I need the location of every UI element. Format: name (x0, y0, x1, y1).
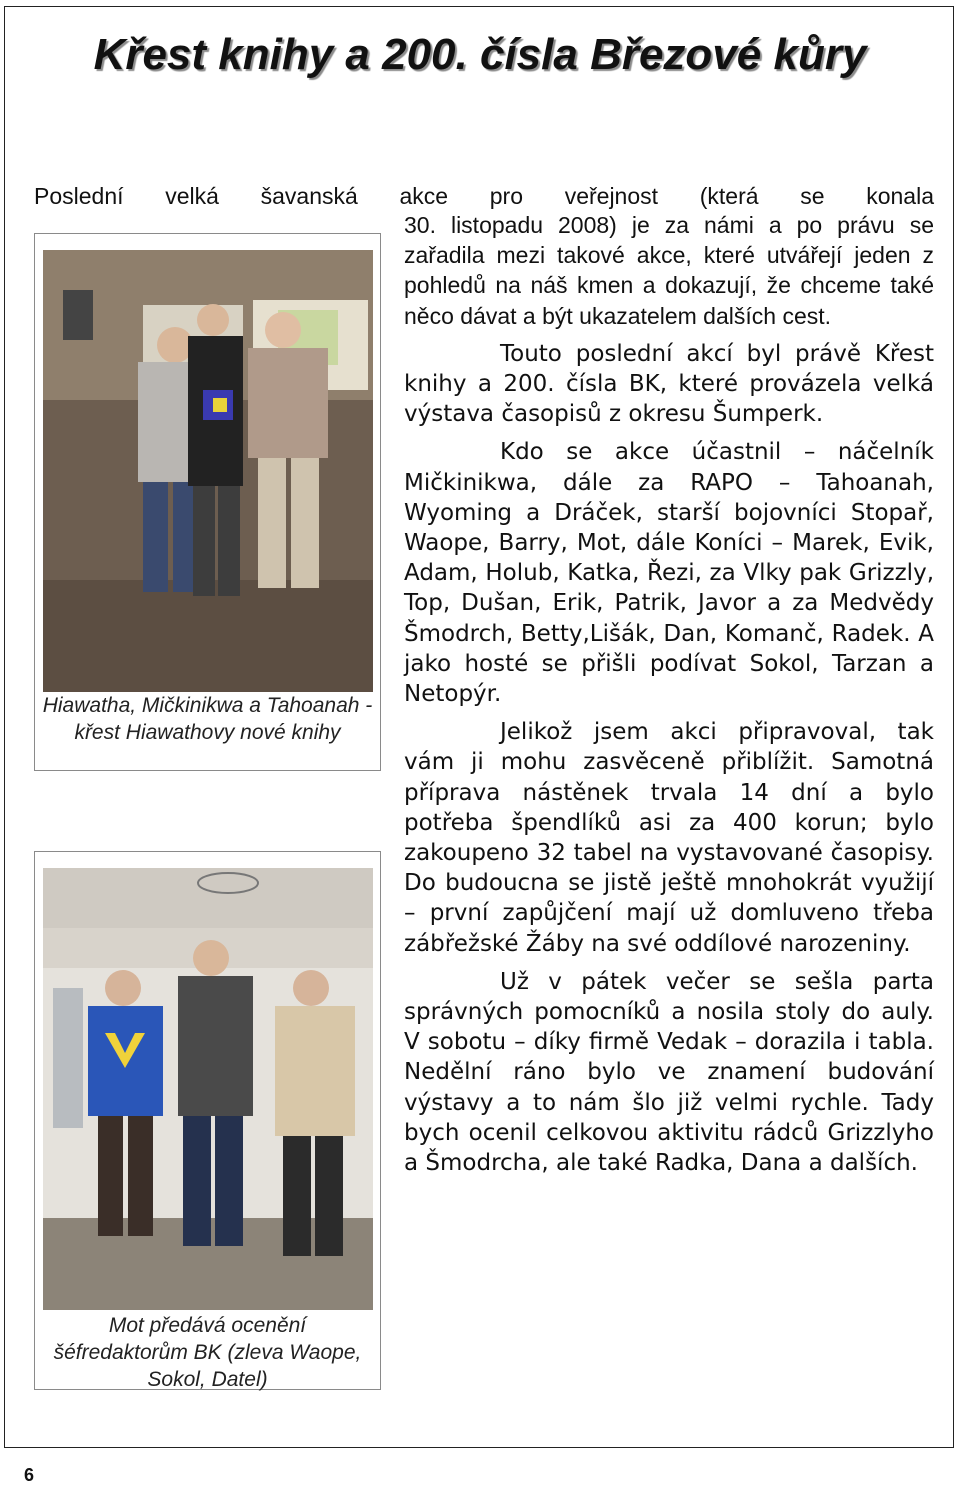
photo-book-christening (43, 250, 373, 692)
lead-line: Poslední velká šavanská akce pro veřejnost (která se konala (34, 183, 934, 209)
paragraph-4: Jelikož jsem akci připravoval, tak vám ji mohu zasvěceně přiblížit. Samotná příprava nástěnek trvala 14 dní a bylo potřeba špendlíků asi za 400 korun; bylo zakoupeno 32 tabel na vystavované časopisy. Do budoucna se jistě ještě mnohokrát využijí – první zapůjčení mají už domluveno třeba zábřežské Žáby na své oddílové narozeniny. (404, 719, 934, 957)
paragraph-3: Kdo se akce účastnil – náčelník Mičkinikwa, dále za RAPO – Tahoanah, Wyoming a Dráček, starší bojovníci Stopař, Waope, Barry, Mot, dále Koníci – Marek, Evik, Adam, Holub, Katka, Řezi, za Vlky pak Grizzly, Top, Dušan, Erik, Patrik, Javor a za Medvědy Šmodrch, Betty,Lišák, Dan, Komanč, Radek. A jako hosté se přišli podívat Sokol, Tarzan a Netopýr. (404, 439, 934, 708)
figure-award (34, 851, 381, 1390)
paragraph-2: Touto poslední akcí byl právě Křest knihy a 200. čísla BK, které provázela velká výstava časopisů z okresu Šumperk. (404, 340, 934, 428)
paragraph-1: 30. listopadu 2008) je za námi a po právu se zařadila mezi takové akce, které utvářejí jeden z pohledů na náš kmen a dokazují, že chceme také něco dávat a být ukazatelem dalších cest. (404, 212, 934, 329)
photo-award (43, 868, 373, 1310)
page-number: 6 (24, 1465, 35, 1485)
caption-award: Mot předává ocenění šéfredaktorům BK (zleva Waope, Sokol, Datel) (53, 1314, 362, 1391)
figure-book-christening (34, 233, 381, 771)
article-title: Křest knihy a 200. čísla Březové kůry (93, 30, 867, 79)
caption-book-christening: Hiawatha, Mičkinikwa a Tahoanah - křest Hiawathovy nové knihy (42, 694, 373, 744)
paragraph-5: Už v pátek večer se sešla parta správných pomocníků a nosila stoly do auly. V sobotu – díky firmě Vedak – dorazila i tabla. Nedělní ráno bylo ve znamení budování výstavy a to nám šlo již velmi rychle. Tady bych ocenil celkovou aktivitu rádců Grizzlyho a Šmodrcha, ale také Radka, Dana a dalších. (404, 968, 934, 1177)
article-body (404, 210, 934, 1186)
